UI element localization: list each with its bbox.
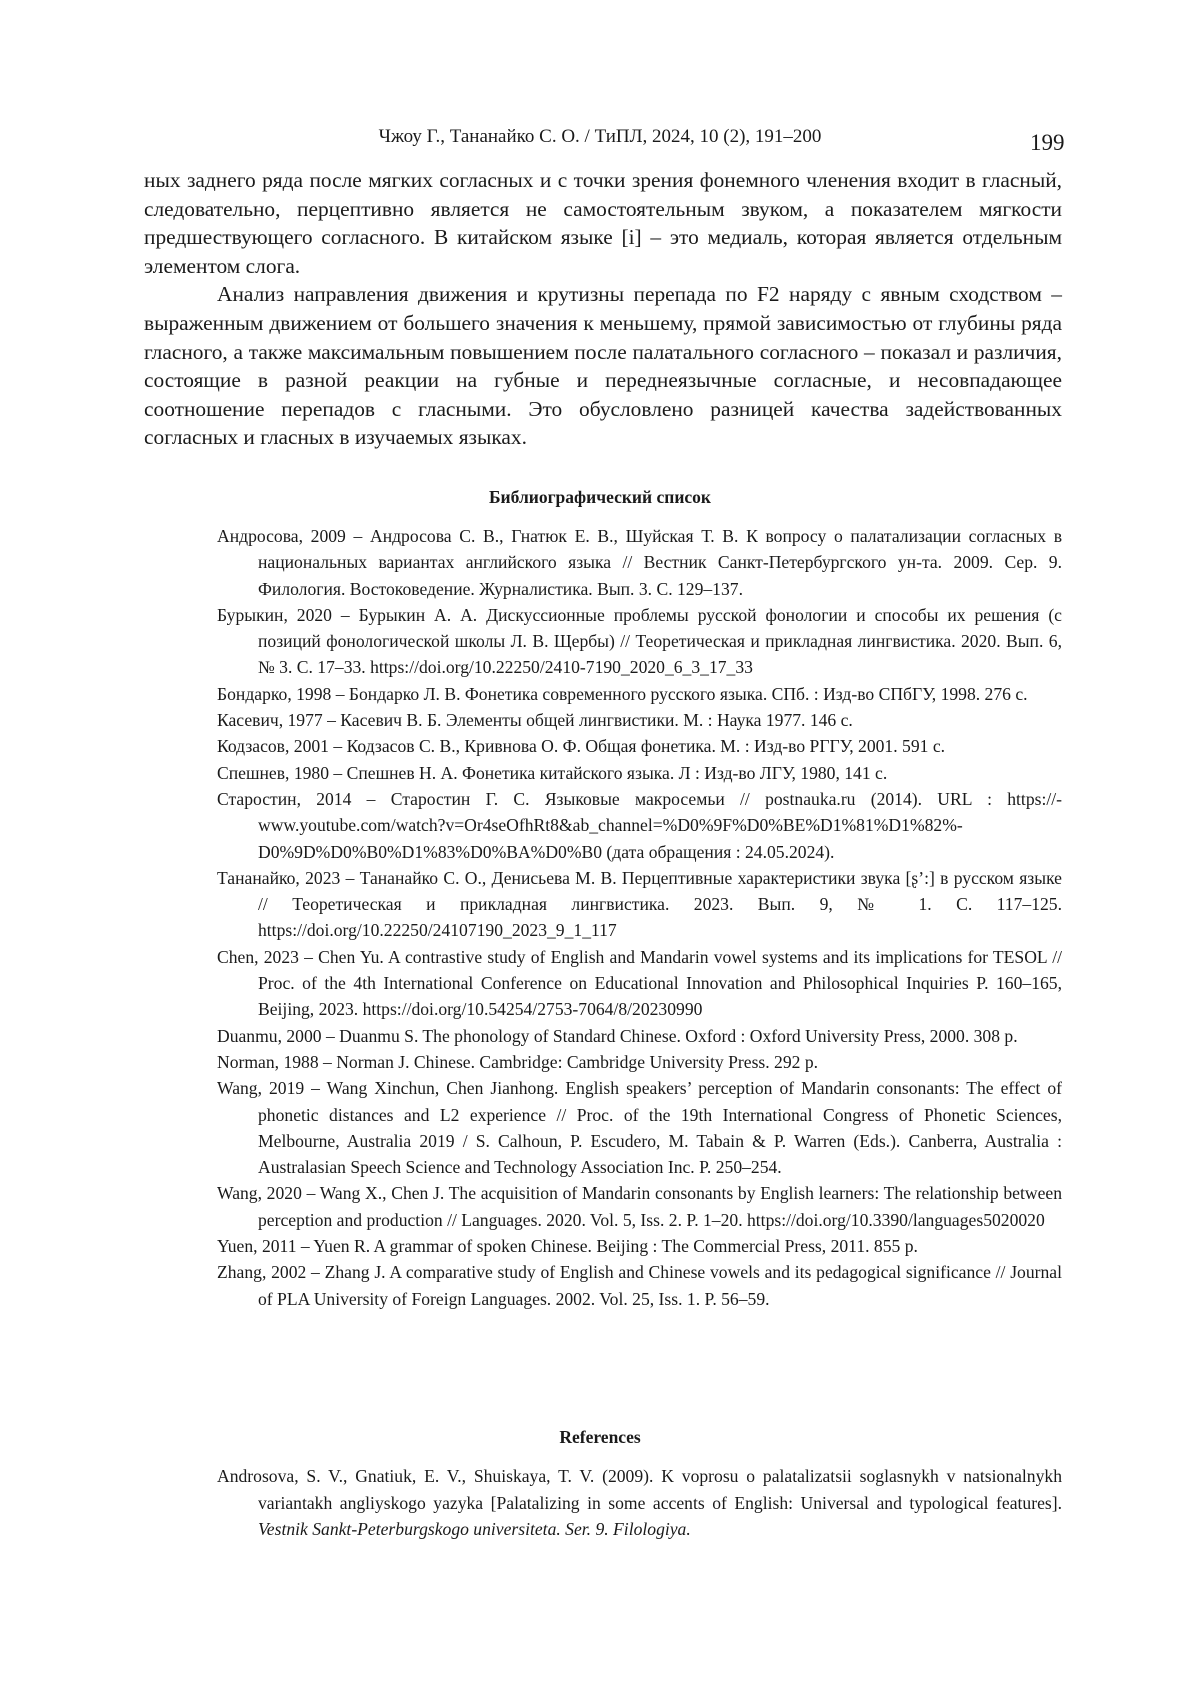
bibliography-item: Yuen, 2011 – Yuen R. A grammar of spoken Chinese. Beijing : The Commercial Press, 2011. 855 p. xyxy=(217,1236,918,1257)
bibliography-item: Chen, 2023 – Chen Yu. A contrastive study of English and Mandarin vowel systems and its implications for TESOL // Proc. of the 4th International Conference on Educational Innovation and Philosophical Inquiries P. 160–165, Beijing, 2023. https://doi.org/10.54254/2753-7064/8/20230990 xyxy=(217,946,1062,1020)
bibliography-item: Старостин, 2014 – Старостин Г. С. Языковые макросемьи // postnauka.ru (2014). URL : https://www.youtube.com/watch?v=Or4seOfhRt8&ab_channel=%D0%9F%D0%BE%D1%81%D1%82%D0%9D%D0%B0%D1%83%D0%BA%D0%B0 (дата обращения : 24.05.2024). xyxy=(217,788,1062,862)
paragraph: ных заднего ряда после мягких согласных и с точки зрения фонемного членения входит в гласный, следовательно, перцептивно является не самостоятельным звуком, а показателем мягкости предшествующего согласного. В китайском языке [i] – это медиаль, которая является отдельным элементом слога. xyxy=(144,168,1062,278)
bibliography-item: Бондарко, 1998 – Бондарко Л. В. Фонетика современного русского языка. СПб. : Изд-во СПбГУ, 1998. 276 с. xyxy=(217,683,1028,704)
bibliography-item: Wang, 2020 – Wang X., Chen J. The acquisition of Mandarin consonants by English learners: The relationship between perception and production // Languages. 2020. Vol. 5, Iss. 2. P. 1–20. https://doi.org/10.3390/languages5020020 xyxy=(217,1183,1062,1230)
bibliography-item: Norman, 1988 – Norman J. Chinese. Cambridge: Cambridge University Press. 292 p. xyxy=(217,1051,819,1072)
bibliography-item: Андросова, 2009 – Андросова С. В., Гнатюк Е. В., Шуйская Т. В. К вопросу о палатализации согласных в национальных вариантах английского языка // Вестник Санкт-Петербургского ун-та. 2009. Сер. 9. Филология. Востоковедение. Журналистика. Вып. 3. С. 129–137. xyxy=(217,526,1062,599)
bibliography-list xyxy=(217,523,1062,1312)
bibliography-item: Касевич, 1977 – Касевич В. Б. Элементы общей лингвистики. М. : Наука 1977. 146 с. xyxy=(217,710,853,731)
reference-text: Androsova, S. V., Gnatiuk, E. V., Shuiskaya, T. V. (2009). K voprosu o palatalizatsii soglasnykh v natsionalnykh variantakh angliyskogo yazyka [Palatalizing in some accents of English: Universal and typological features]. xyxy=(217,1466,1062,1513)
bibliography-item: Тананайко, 2023 – Тананайко С. О., Денисьева М. В. Перцептивные характеристики звука [ʂ’:] в русском языке // Теоретическая и прикладная лингвистика. 2023. Вып. 9, № 1. С. 117–125. https://doi.org/10.22250/24107190_2023_9_1_117 xyxy=(217,867,1062,941)
references-heading: References xyxy=(559,1427,641,1447)
paragraph: Анализ направления движения и крутизны перепада по F2 наряду с явным сходством – выраженным движением от большего значения к меньшему, прямой зависимостью от глубины ряда гласного, а также максимальным повышением после палатального согласного – показал и различия, состоящие в разной реакции на губные и переднеязычные согласные, и несовпадающее соотношение перепадов с гласными. Это обусловлено разницей качества задействованных согласных и гласных в изучаемых языках. xyxy=(144,282,1062,450)
reference-journal: Vestnik Sankt-Peterburgskogo universiteta. Ser. 9. Filologiya. xyxy=(258,1519,691,1540)
page-number: 199 xyxy=(1030,130,1065,155)
references-list xyxy=(217,1463,1062,1543)
bibliography-item: Zhang, 2002 – Zhang J. A comparative study of English and Chinese vowels and its pedagogical significance // Journal of PLA University of Foreign Languages. 2002. Vol. 25, Iss. 1. P. 56–59. xyxy=(217,1262,1062,1309)
bibliography-item: Бурыкин, 2020 – Бурыкин А. А. Дискуссионные проблемы русской фонологии и способы их решения (с позиций фонологической школы Л. В. Щербы) // Теоретическая и прикладная лингвистика. 2020. Вып. 6, № 3. С. 17–33. https://doi.org/10.22250/2410-7190_2020_6_3_17_33 xyxy=(217,604,1062,678)
running-head: Чжоу Г., Тананайко С. О. / ТиПЛ, 2024, 10 (2), 191–200 xyxy=(378,126,822,147)
bibliography-item: Duanmu, 2000 – Duanmu S. The phonology of Standard Chinese. Oxford : Oxford University Press, 2000. 308 p. xyxy=(217,1025,1018,1046)
bibliography-item: Wang, 2019 – Wang Xinchun, Chen Jianhong. English speakers’ perception of Mandarin consonants: The effect of phonetic distances and L2 experience // Proc. of the 19th International Congress of Phonetic Sciences, Melbourne, Australia 2019 / S. Calhoun, P. Escudero, M. Tabain & P. Warren (Eds.). Canberra, Australia : Australasian Speech Science and Technology Association Inc. P. 250–254. xyxy=(217,1078,1062,1178)
body-text xyxy=(144,166,1062,452)
bibliography-item: Спешнев, 1980 – Спешнев Н. А. Фонетика китайского языка. Л : Изд-во ЛГУ, 1980, 141 с. xyxy=(217,762,888,783)
bibliography-heading: Библиографический список xyxy=(488,487,711,507)
bibliography-item: Кодзасов, 2001 – Кодзасов С. В., Кривнова О. Ф. Общая фонетика. М. : Изд-во РГГУ, 2001. 591 с. xyxy=(217,736,946,757)
reference-item xyxy=(217,1463,1062,1543)
